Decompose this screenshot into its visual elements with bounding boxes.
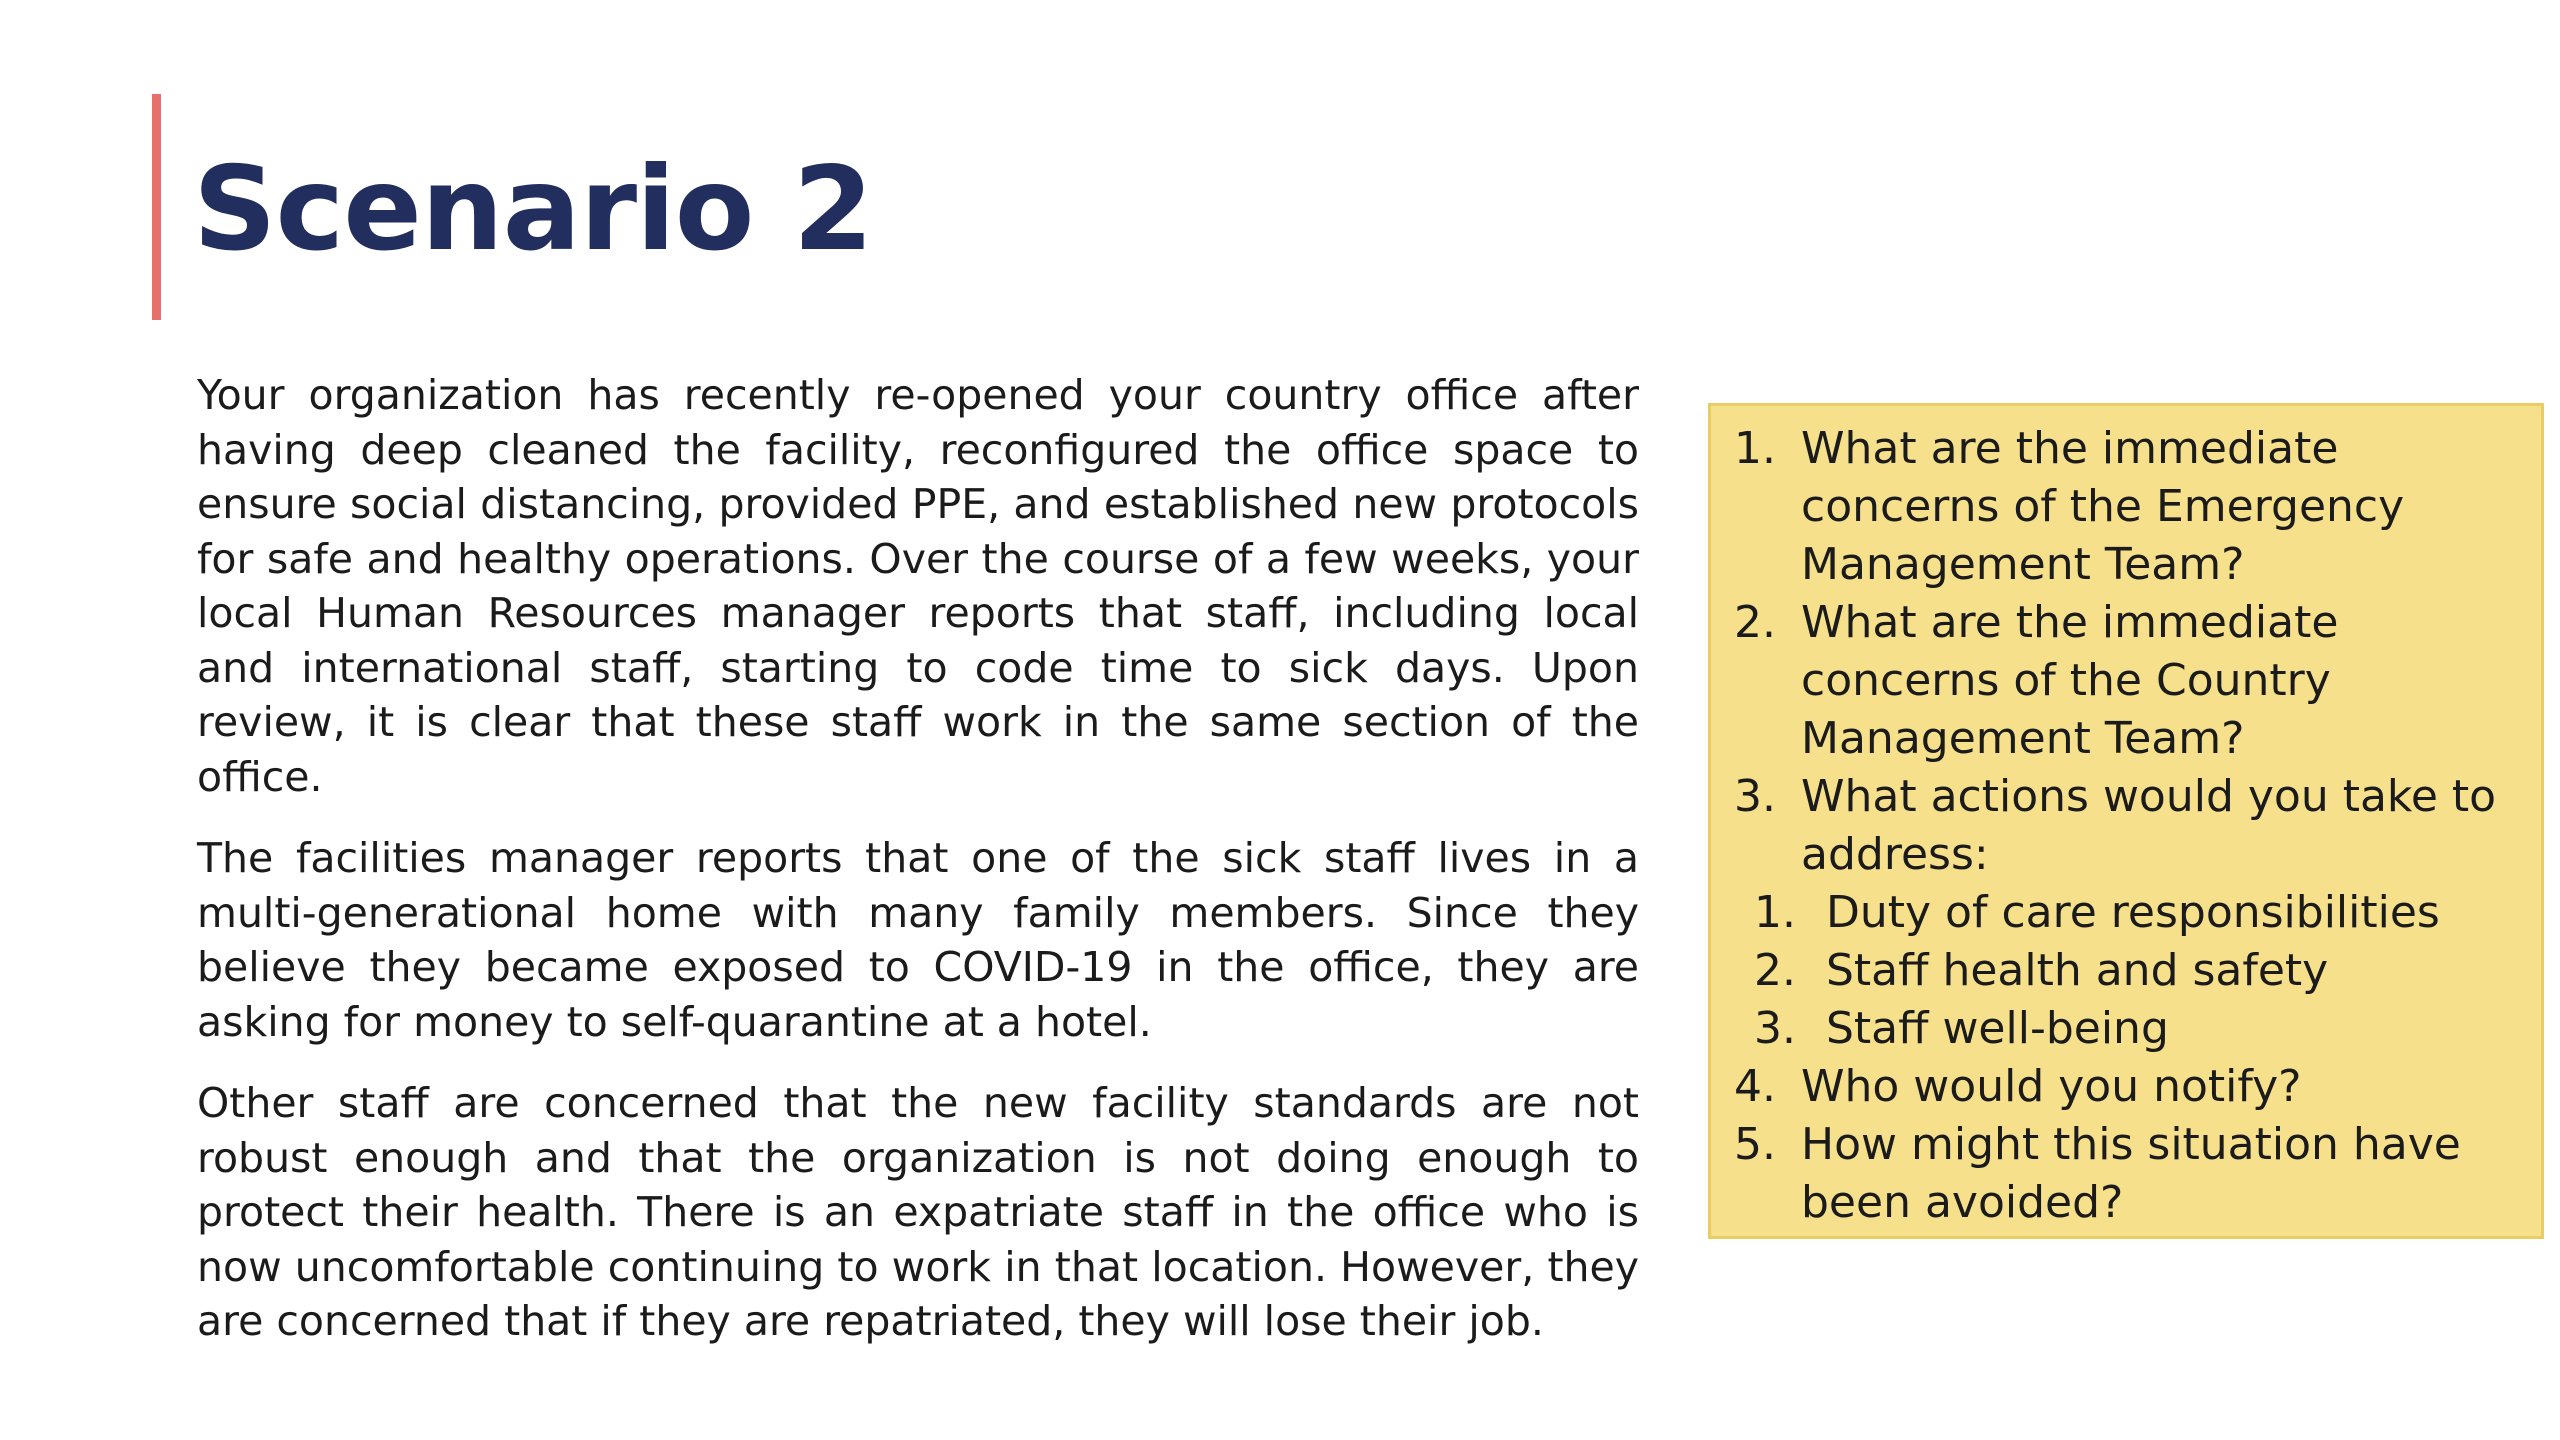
question-item [1729, 594, 2521, 768]
question-number: 2. [1734, 597, 1776, 648]
question-text: What are the immediate concerns of the Emergency Management Team? [1801, 423, 2405, 590]
sub-question-text: Staff health and safety [1826, 945, 2329, 996]
scenario-paragraph: Your organization has recently re-opened your country office after having deep cleaned the facility, reconfigured the office space to ensure social distancing, provided PPE, and established new protocols for safe and healthy operations. Over the course of a few weeks, your local Human Resources manager reports that staff, including local and international staff, starting to code time to sick days. Upon review, it is clear that these staff work in the same section of the office. [197, 371, 1639, 801]
sub-question-number: 2. [1754, 945, 1796, 996]
sub-question-number: 1. [1754, 887, 1796, 938]
scenario-paragraph: Other staff are concerned that the new facility standards are not robust enough and that the organization is not doing enough to protect their health. There is an expatriate staff in the office who is now uncomfortable continuing to work in that location. However, they are concerned that if they are repatriated, they will lose their job. [197, 1079, 1639, 1345]
question-number: 4. [1734, 1061, 1776, 1112]
title-accent-bar [152, 94, 161, 320]
sub-question-text: Duty of care responsibilities [1826, 887, 2440, 938]
question-list-continued [1729, 1058, 2521, 1232]
question-number: 5. [1734, 1119, 1776, 1170]
sub-question-number: 3. [1754, 1003, 1796, 1054]
slide-title: Scenario 2 [193, 142, 873, 277]
question-text: What are the immediate concerns of the Country Management Team? [1801, 597, 2339, 764]
question-number: 1. [1734, 423, 1776, 474]
question-number: 3. [1734, 771, 1776, 822]
sub-question-item [1729, 942, 2521, 1000]
question-text: What actions would you take to address: [1801, 771, 2497, 880]
sub-question-item [1729, 884, 2521, 942]
question-list [1729, 420, 2521, 884]
question-item [1729, 768, 2521, 884]
question-text: How might this situation have been avoided? [1801, 1119, 2461, 1228]
question-item [1729, 1058, 2521, 1116]
questions-box [1708, 403, 2544, 1239]
sub-question-item [1729, 1000, 2521, 1058]
scenario-paragraph: The facilities manager reports that one of the sick staff lives in a multi-generational home with many family members. Since they believe they became exposed to COVID-19 in the office, they are asking for money to self-quarantine at a hotel. [197, 834, 1639, 1046]
question-item [1729, 420, 2521, 594]
question-item [1729, 1116, 2521, 1232]
question-text: Who would you notify? [1801, 1061, 2302, 1112]
sub-question-text: Staff well-being [1826, 1003, 2169, 1054]
scenario-text [197, 368, 1639, 1376]
sub-question-list [1729, 884, 2521, 1058]
